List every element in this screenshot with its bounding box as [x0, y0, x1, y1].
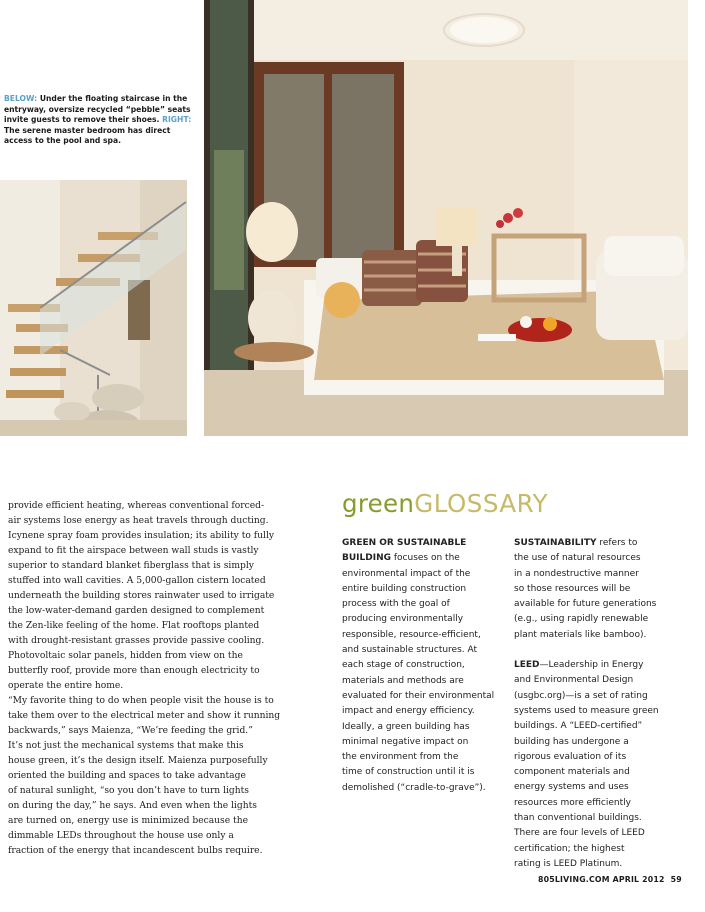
glossary-text: certification; the highest	[514, 843, 625, 854]
glossary-line	[342, 567, 502, 582]
glossary-line	[514, 597, 694, 612]
glossary-line	[514, 658, 694, 673]
page-number: 59	[670, 875, 682, 884]
body-line: take them over to the electrical meter and show it running	[8, 711, 281, 721]
glossary-text: rigorous evaluation of its	[514, 751, 627, 762]
glossary-line	[342, 750, 502, 765]
glossary-title	[342, 489, 548, 519]
article-body	[8, 499, 308, 859]
glossary-text: producing environmentally	[342, 614, 464, 625]
page-footer	[538, 875, 682, 884]
glossary-line	[514, 719, 694, 734]
glossary-text: plant materials like bamboo).	[514, 629, 647, 640]
glossary-line	[342, 689, 502, 704]
glossary-line	[342, 551, 502, 566]
glossary-text: component materials and	[514, 767, 630, 778]
glossary-line	[514, 536, 694, 551]
glossary-text: responsible, resource-efficient,	[342, 629, 481, 640]
caption-text-right: The serene master bedroom has direct access to the pool and spa.	[4, 125, 171, 146]
body-line: expand to fit the airspace between wall studs is vastly	[8, 546, 259, 556]
glossary-column-right	[514, 536, 694, 872]
staircase-photo	[0, 180, 187, 436]
glossary-text: entire building construction	[342, 583, 467, 594]
glossary-line	[342, 643, 502, 658]
glossary-text: building has undergone a	[514, 736, 629, 747]
body-line: the low-water-demand garden designed to complement	[8, 606, 265, 616]
body-line: dimmable LEDs throughout the house use only a	[8, 831, 234, 841]
glossary-line	[514, 780, 694, 795]
body-line: stuffed into wall cavities. A 5,000-gallon cistern located	[8, 576, 266, 586]
glossary-line	[342, 582, 502, 597]
glossary-text: resources more efficiently	[514, 797, 631, 808]
caption-text-below: Under the floating staircase in the entryway, oversize recycled “pebble” seats invite guests to remove their shoes.	[4, 94, 191, 125]
glossary-line	[514, 612, 694, 627]
glossary-text: (e.g., using rapidly renewable	[514, 614, 649, 625]
glossary-text: and sustainable structures. At	[342, 645, 478, 656]
glossary-term: BUILDING	[342, 553, 391, 564]
glossary-line	[514, 689, 694, 704]
glossary-text: (usgbc.org)—is a set of rating	[514, 690, 648, 701]
glossary-line	[514, 765, 694, 780]
glossary-line	[514, 750, 694, 765]
footer-publication: 805LIVING.COM APRIL 2012	[538, 875, 665, 884]
glossary-column-green-building	[342, 536, 502, 796]
glossary-line	[342, 658, 502, 673]
glossary-line	[514, 567, 694, 582]
glossary-line	[342, 628, 502, 643]
body-line: Icynene spray foam provides insulation; its ability to fully	[8, 531, 275, 541]
glossary-term: LEED	[514, 660, 540, 671]
bedroom-photo	[204, 0, 688, 436]
glossary-text: the environment from the	[342, 752, 459, 763]
glossary-line	[514, 857, 694, 872]
glossary-line	[514, 811, 694, 826]
glossary-line	[342, 765, 502, 780]
glossary-text: energy systems and uses	[514, 782, 629, 793]
body-line: Photovoltaic solar panels, hidden from view on the	[8, 651, 243, 661]
glossary-text: process with the goal of	[342, 599, 450, 610]
glossary-text: impact and energy efficiency.	[342, 706, 475, 717]
glossary-line	[514, 735, 694, 750]
glossary-line	[514, 704, 694, 719]
body-line: butterfly roof, provide more than enough electricity to	[8, 666, 260, 676]
photo-caption	[4, 94, 194, 147]
glossary-line	[514, 582, 694, 597]
body-line: air systems lose energy as heat travels through ducting.	[8, 516, 269, 526]
glossary-text: time of construction until it is	[342, 767, 475, 778]
glossary-line	[514, 842, 694, 857]
glossary-line	[342, 674, 502, 689]
body-line: are turned on, energy use is minimized because the	[8, 816, 248, 826]
glossary-text: available for future generations	[514, 599, 657, 610]
glossary-line	[514, 551, 694, 566]
glossary-line	[342, 612, 502, 627]
glossary-text: minimal negative impact on	[342, 736, 469, 747]
glossary-text: and Environmental Design	[514, 675, 634, 686]
glossary-text: each stage of construction,	[342, 660, 465, 671]
body-line: underneath the building stores rainwater used to irrigate	[8, 591, 275, 601]
glossary-text: materials and methods are	[342, 675, 464, 686]
body-line: house green, it’s the design itself. Maienza purposefully	[8, 756, 268, 766]
body-line: fraction of the energy that incandescent bulbs require.	[8, 846, 263, 856]
glossary-text: systems used to measure green	[514, 705, 659, 716]
caption-label-right: RIGHT:	[162, 115, 192, 125]
glossary-line	[514, 796, 694, 811]
glossary-text: environmental impact of the	[342, 568, 471, 579]
body-line: “My favorite thing to do when people visit the house is to	[8, 696, 274, 706]
glossary-entry-leed	[514, 658, 694, 872]
glossary-term: SUSTAINABILITY	[514, 538, 597, 548]
glossary-text: focuses on the	[391, 553, 460, 564]
glossary-title-green: green	[342, 489, 415, 518]
glossary-line	[514, 628, 694, 643]
body-line: It’s not just the mechanical systems that make this	[8, 741, 244, 751]
body-line: with drought-resistant grasses provide passive cooling.	[8, 636, 265, 646]
glossary-text: the use of natural resources	[514, 553, 641, 564]
glossary-line	[342, 720, 502, 735]
glossary-text: Ideally, a green building has	[342, 721, 470, 732]
glossary-line	[342, 536, 502, 551]
body-line: provide efficient heating, whereas conventional forced-	[8, 501, 265, 511]
glossary-text: refers to	[596, 538, 638, 548]
body-line: oriented the building and spaces to take advantage	[8, 771, 246, 781]
glossary-text: rating is LEED Platinum.	[514, 858, 623, 869]
glossary-text: —Leadership in Energy	[539, 660, 644, 671]
body-line: operate the entire home.	[8, 681, 124, 691]
glossary-line	[342, 597, 502, 612]
glossary-text: buildings. A “LEED-certified”	[514, 721, 643, 732]
body-line: of natural sunlight, “so you don’t have to turn lights	[8, 786, 249, 796]
glossary-line	[514, 673, 694, 688]
glossary-line	[342, 781, 502, 796]
body-line: on during the day,” he says. And even when the lights	[8, 801, 257, 811]
glossary-text: There are four levels of LEED	[514, 828, 645, 839]
glossary-line	[342, 735, 502, 750]
glossary-text: than conventional buildings.	[514, 813, 642, 824]
body-line: superior to standard blanket fiberglass that is simply	[8, 561, 254, 571]
body-line: the Zen-like feeling of the home. Flat rooftops planted	[8, 621, 260, 631]
glossary-text: demolished (“cradle-to-grave”).	[342, 782, 486, 793]
glossary-text: evaluated for their environmental	[342, 690, 495, 701]
glossary-term: GREEN OR SUSTAINABLE	[342, 538, 467, 548]
glossary-text: in a nondestructive manner	[514, 568, 639, 579]
caption-label-below: BELOW:	[4, 94, 38, 103]
glossary-title-caps: GLOSSARY	[414, 489, 549, 518]
glossary-line	[342, 704, 502, 719]
body-line: backwards,” says Maienza, “We’re feeding the grid.”	[8, 726, 253, 736]
glossary-entry-sustainability	[514, 536, 694, 643]
glossary-line	[514, 826, 694, 841]
glossary-text: so those resources will be	[514, 583, 631, 594]
